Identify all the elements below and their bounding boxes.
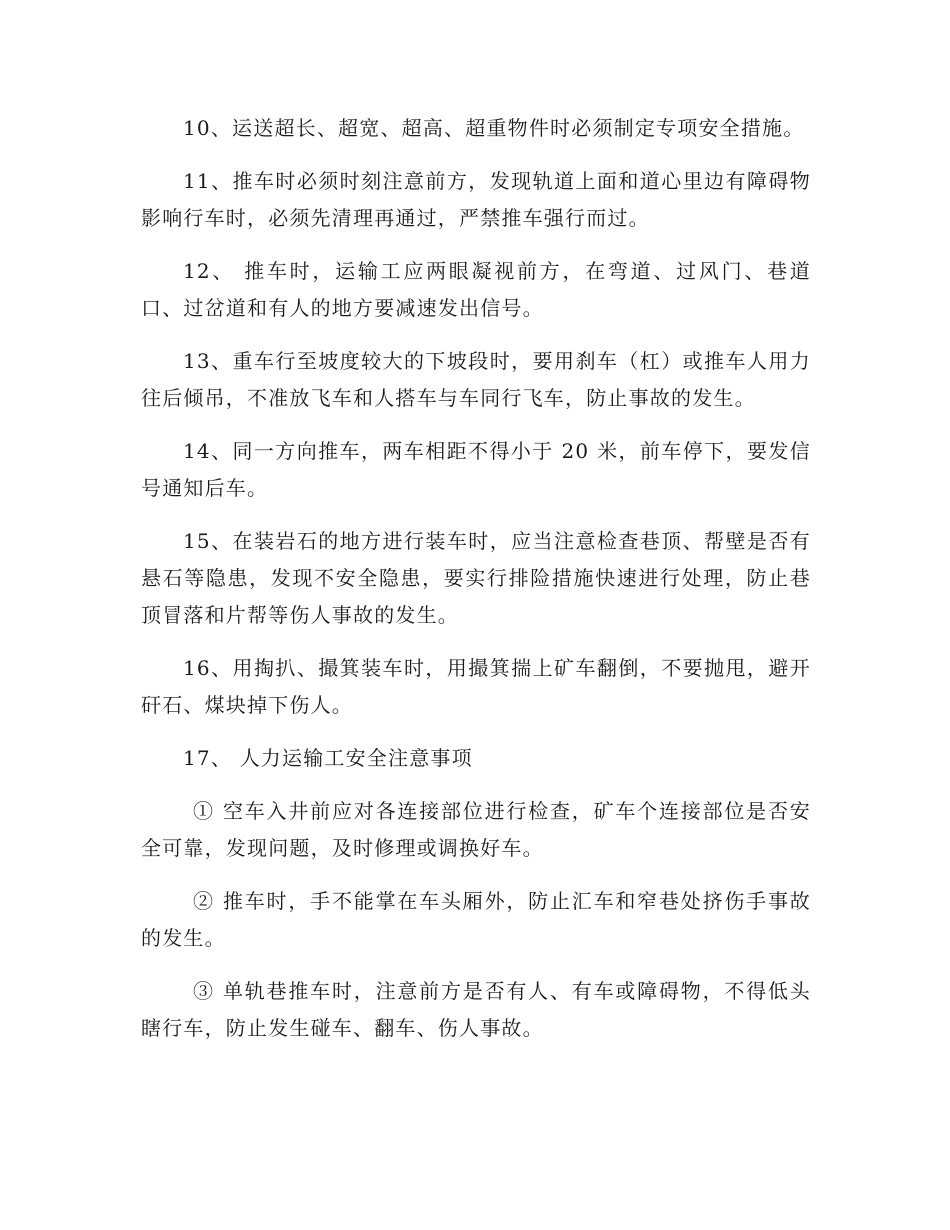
paragraph-item-15: 15、在装岩石的地方进行装车时，应当注意检查巷顶、帮壁是否有悬石等隐患，发现不安全隐患，要实行排险措施快速进行处理，防止巷顶冒落和片帮等伤人事故的发生。 — [141, 529, 811, 627]
sub-item-1: ① 空车入井前应对各连接部位进行检查，矿车个连接部位是否安全可靠，发现问题，及时修理或调换好车。 — [141, 799, 811, 860]
paragraph-item-17-heading: 17、 人力运输工安全注意事项 — [183, 746, 473, 770]
paragraph-item-10: 10、运送超长、超宽、超高、超重物件时必须制定专项安全措施。 — [183, 116, 805, 140]
paragraph-item-16: 16、用掏扒、撮箕装车时，用撮箕揣上矿车翻倒，不要抛甩，避开矸石、煤块掉下伤人。 — [141, 656, 811, 717]
document-body — [141, 110, 811, 1063]
paragraph-item-11: 11、推车时必须时刻注意前方，发现轨道上面和道心里边有障碍物影响行车时，必须先清理再通过，严禁推车强行而过。 — [141, 169, 811, 230]
sub-item-2: ② 推车时，手不能掌在车头厢外，防止汇车和窄巷处挤伤手事故的发生。 — [141, 889, 811, 950]
paragraph-item-14: 14、同一方向推车，两车相距不得小于 20 米，前车停下，要发信号通知后车。 — [141, 439, 811, 500]
paragraph-item-13: 13、重车行至坡度较大的下坡段时，要用刹车（杠）或推车人用力往后倾吊，不准放飞车和人搭车与车同行飞车，防止事故的发生。 — [141, 349, 811, 410]
paragraph-item-12: 12、 推车时，运输工应两眼凝视前方，在弯道、过风门、巷道口、过岔道和有人的地方要减速发出信号。 — [141, 259, 811, 320]
sub-item-3: ③ 单轨巷推车时，注意前方是否有人、有车或障碍物，不得低头瞎行车，防止发生碰车、翻车、伤人事故。 — [141, 979, 811, 1040]
